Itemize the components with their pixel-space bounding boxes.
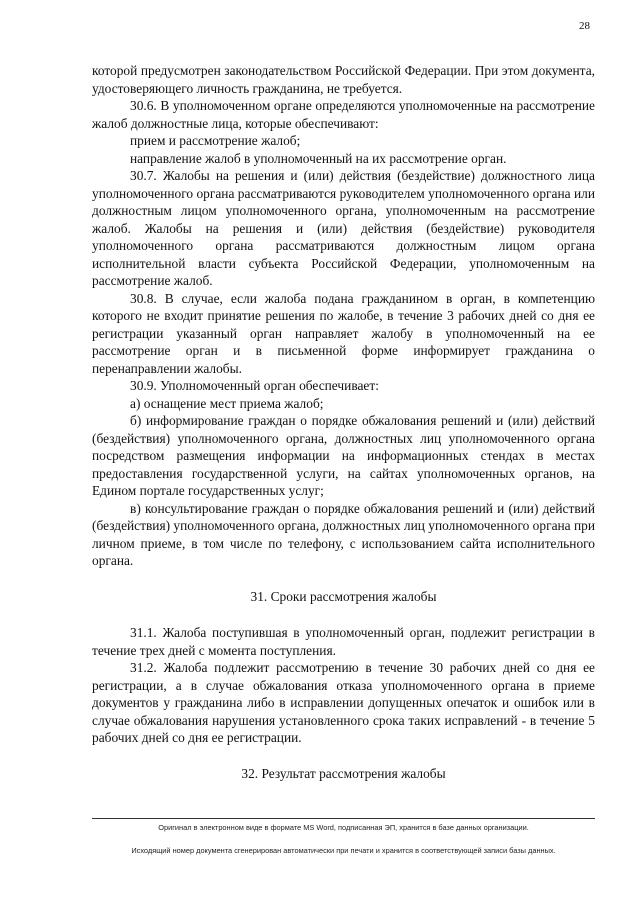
footer-note-number: Исходящий номер документа сгенерирован автоматически при печати и хранится в соответствующей записи базы данных. <box>131 846 556 855</box>
footer-divider <box>92 818 595 819</box>
paragraph-30-8: 30.8. В случае, если жалоба подана гражданином в орган, в компетенцию которого не входит принятие решения по жалобе, в течение 3 рабочих дней со дня ее регистрации указанный орган направляет жалобу в уполномоченный на ее рассмотрение орган и в письменной форме информирует гражданина о перенаправлении жалобы. <box>92 290 595 376</box>
list-item: б) информирование граждан о порядке обжалования решений и (или) действий (бездействия) уполномоченного органа, должностных лиц уполномоченного органа посредством размещения информации на информационных стендах в местах предоставления государственной услуги, на сайтах уполномоченных органов, на Едином портале государственных услуг; <box>92 413 595 498</box>
list-item: прием и рассмотрение жалоб; <box>130 133 301 148</box>
paragraph-continuation: которой предусмотрен законодательством Российской Федерации. При этом документа, удостоверяющего личность гражданина, не требуется. <box>92 63 595 96</box>
paragraph-30-9: 30.9. Уполномоченный орган обеспечивает: <box>130 378 379 393</box>
page-number: 28 <box>579 20 590 32</box>
list-item: а) оснащение мест приема жалоб; <box>130 395 324 411</box>
list-item: в) консультирование граждан о порядке обжалования решений и (или) действий (бездействия) уполномоченного органа, должностных лиц уполномоченного органа при личном приеме, в том числе по телефону, с использованием сайта исполнительного органа. <box>92 500 595 568</box>
footer-note-original: Оригинал в электронном виде в формате MS Word, подписанная ЭП, хранится в базе данных организации. <box>158 823 529 832</box>
section-heading-31: 31. Сроки рассмотрения жалобы <box>250 588 437 604</box>
paragraph-30-7: 30.7. Жалобы на решения и (или) действия (бездействие) должностного лица уполномоченного органа рассматриваются руководителем уполномоченного органа или должностным лицом уполномоченного органа, уполномоченным на рассмотрение жалоб. Жалобы на решения и (или) действия (бездействие) руководителя уполномоченного органа рассматриваются должностным лицом органа исполнительной власти субъекта Российской Федерации, уполномоченным на рассмотрение жалоб. <box>92 168 595 288</box>
list-item: направление жалоб в уполномоченный на их рассмотрение орган. <box>130 150 507 166</box>
document-body <box>92 62 595 782</box>
section-heading-32: 32. Результат рассмотрения жалобы <box>241 765 446 781</box>
paragraph-30-6: 30.6. В уполномоченном органе определяются уполномоченные на рассмотрение жалоб должностные лица, которые обеспечивают: <box>92 98 595 131</box>
paragraph-31-1: 31.1. Жалоба поступившая в уполномоченный орган, подлежит регистрации в течение трех дней с момента поступления. <box>92 625 595 658</box>
paragraph-31-2: 31.2. Жалоба подлежит рассмотрению в течение 30 рабочих дней со дня ее регистрации, а в случае обжалования отказа уполномоченного органа в приеме документов у гражданина либо в исправлении допущенных опечаток и ошибок или в случае обжалования нарушения установленного срока таких исправлений - в течение 5 рабочих дней со дня ее регистрации. <box>92 660 595 745</box>
